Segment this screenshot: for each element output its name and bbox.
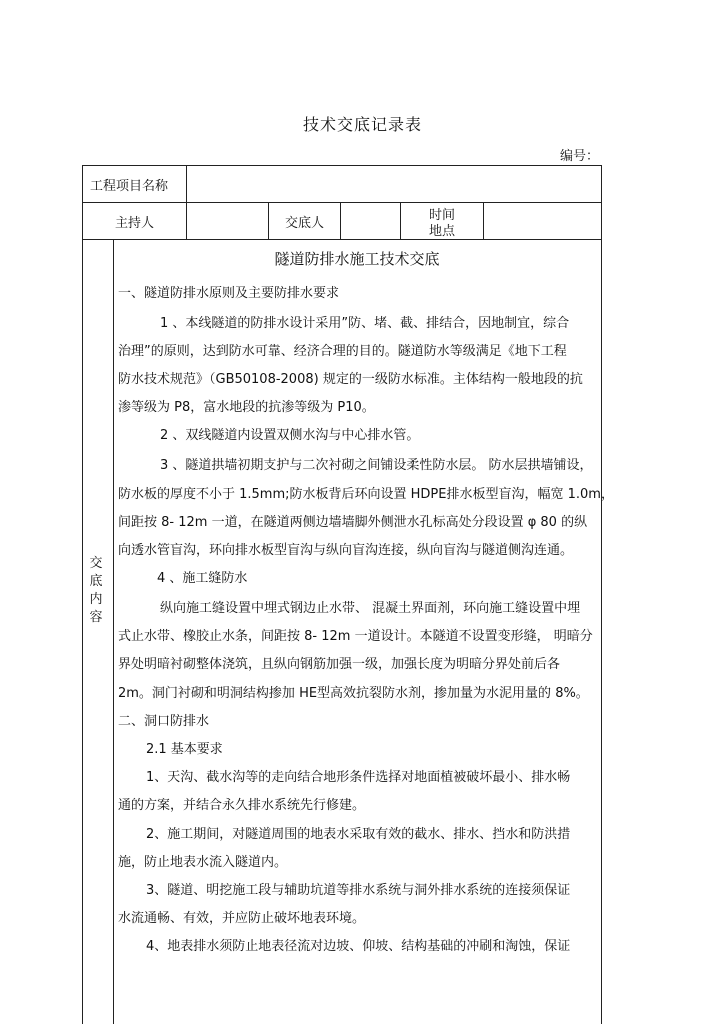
content-line: 2、施工期间，对隧道周围的地表水采取有效的截水、排水、挡水和防洪措 xyxy=(146,827,571,842)
content-line: 2 、双线隧道内设置双侧水沟与中心排水管。 xyxy=(160,428,420,443)
content-heading: 隧道防排水施工技术交底 xyxy=(274,250,440,268)
content-line: 1、天沟、截水沟等的走向结合地形条件选择对地面植被破坏最小、排水畅 xyxy=(146,770,571,785)
col-divider-host xyxy=(186,202,187,239)
row-divider-1 xyxy=(82,202,602,203)
content-line: 4、地表排水须防止地表径流对边坡、仰坡、结构基础的冲刷和淘蚀，保证 xyxy=(146,939,571,954)
row-divider-2 xyxy=(82,239,602,240)
project-name-label: 工程项目名称 xyxy=(90,179,169,194)
content-line: 纵向施工缝设置中埋式钢边止水带、 混凝土界面剂，环向施工缝设置中埋 xyxy=(160,601,581,616)
host-field[interactable] xyxy=(190,212,264,230)
table-border-right xyxy=(601,165,602,1024)
col-divider-project xyxy=(186,165,187,202)
content-line: 4 、施工缝防水 xyxy=(157,571,248,586)
content-line: 2m。洞门衬砌和明洞结构掺加 HE型高效抗裂防水剂，掺加量为水泥用量的 8%。 xyxy=(118,686,589,701)
side-label-char: 底 xyxy=(89,574,103,589)
host-label: 主持人 xyxy=(114,216,154,231)
content-line: 间距按 8- 12m 一道，在隧道两侧边墙墙脚外侧泄水孔标高处分段设置 φ 80 的纵 xyxy=(118,515,588,530)
side-label-char: 内 xyxy=(89,592,103,607)
content-line: 一、隧道防排水原则及主要防排水要求 xyxy=(118,286,340,301)
content-line: 3 、隧道拱墙初期支护与二次衬砌之间铺设柔性防水层。 防水层拱墙铺设， xyxy=(160,458,593,473)
presenter-label: 交底人 xyxy=(284,216,324,231)
col-divider-time-value xyxy=(483,202,484,239)
col-divider-presenter-value xyxy=(340,202,341,239)
content-line: 界处明暗衬砌整体浇筑，且纵向钢筋加强一级，加强长度为明暗分界处前后各 xyxy=(118,657,561,672)
content-line: 2.1 基本要求 xyxy=(146,742,223,757)
content-side-label xyxy=(82,555,110,627)
place-label: 地点 xyxy=(428,224,455,239)
content-line: 水流通畅、有效，并应防止破坏地表环境。 xyxy=(118,911,366,926)
content-line: 施，防止地表水流入隧道内。 xyxy=(118,855,288,870)
content-line: 渗等级为 P8，富水地段的抗渗等级为 P10。 xyxy=(118,400,375,415)
content-line: 防水技术规范》（GB50108-2008) 规定的一级防水标准。主体结构一般地段的抗 xyxy=(118,372,583,387)
table-border-top xyxy=(82,165,602,166)
content-line: 式止水带、橡胶止水条，间距按 8- 12m 一道设计。本隧道不设置变形缝， 明暗分 xyxy=(118,629,593,644)
content-line: 二、洞口防排水 xyxy=(118,714,210,729)
time-label: 时间 xyxy=(428,208,455,223)
serial-number-label: 编号： xyxy=(560,149,600,164)
content-line: 防水板的厚度不小于 1.5mm;防水板背后环向设置 HDPE排水板型盲沟，幅宽 1.0m， xyxy=(118,487,614,502)
content-line: 1 、本线隧道的防排水设计采用”防、堵、截、排结合，因地制宜，综合 xyxy=(160,316,570,331)
col-divider-content xyxy=(113,239,114,1024)
project-name-field[interactable] xyxy=(192,175,592,193)
content-line: 向透水管盲沟，环向排水板型盲沟与纵向盲沟连接，纵向盲沟与隧道侧沟连通。 xyxy=(118,543,574,558)
content-line: 治理”的原则，达到防水可靠、经济合理的目的。隧道防水等级满足《地下工程 xyxy=(118,344,567,359)
side-label-char: 交 xyxy=(89,556,103,571)
side-label-char: 容 xyxy=(89,610,103,625)
form-title: 技术交底记录表 xyxy=(302,115,422,134)
presenter-field[interactable] xyxy=(344,212,396,230)
content-line: 3、隧道、明挖施工段与辅助坑道等排水系统与洞外排水系统的连接须保证 xyxy=(146,883,571,898)
content-line: 通的方案，并结合永久排水系统先行修建。 xyxy=(118,798,366,813)
time-place-field[interactable] xyxy=(487,212,597,230)
